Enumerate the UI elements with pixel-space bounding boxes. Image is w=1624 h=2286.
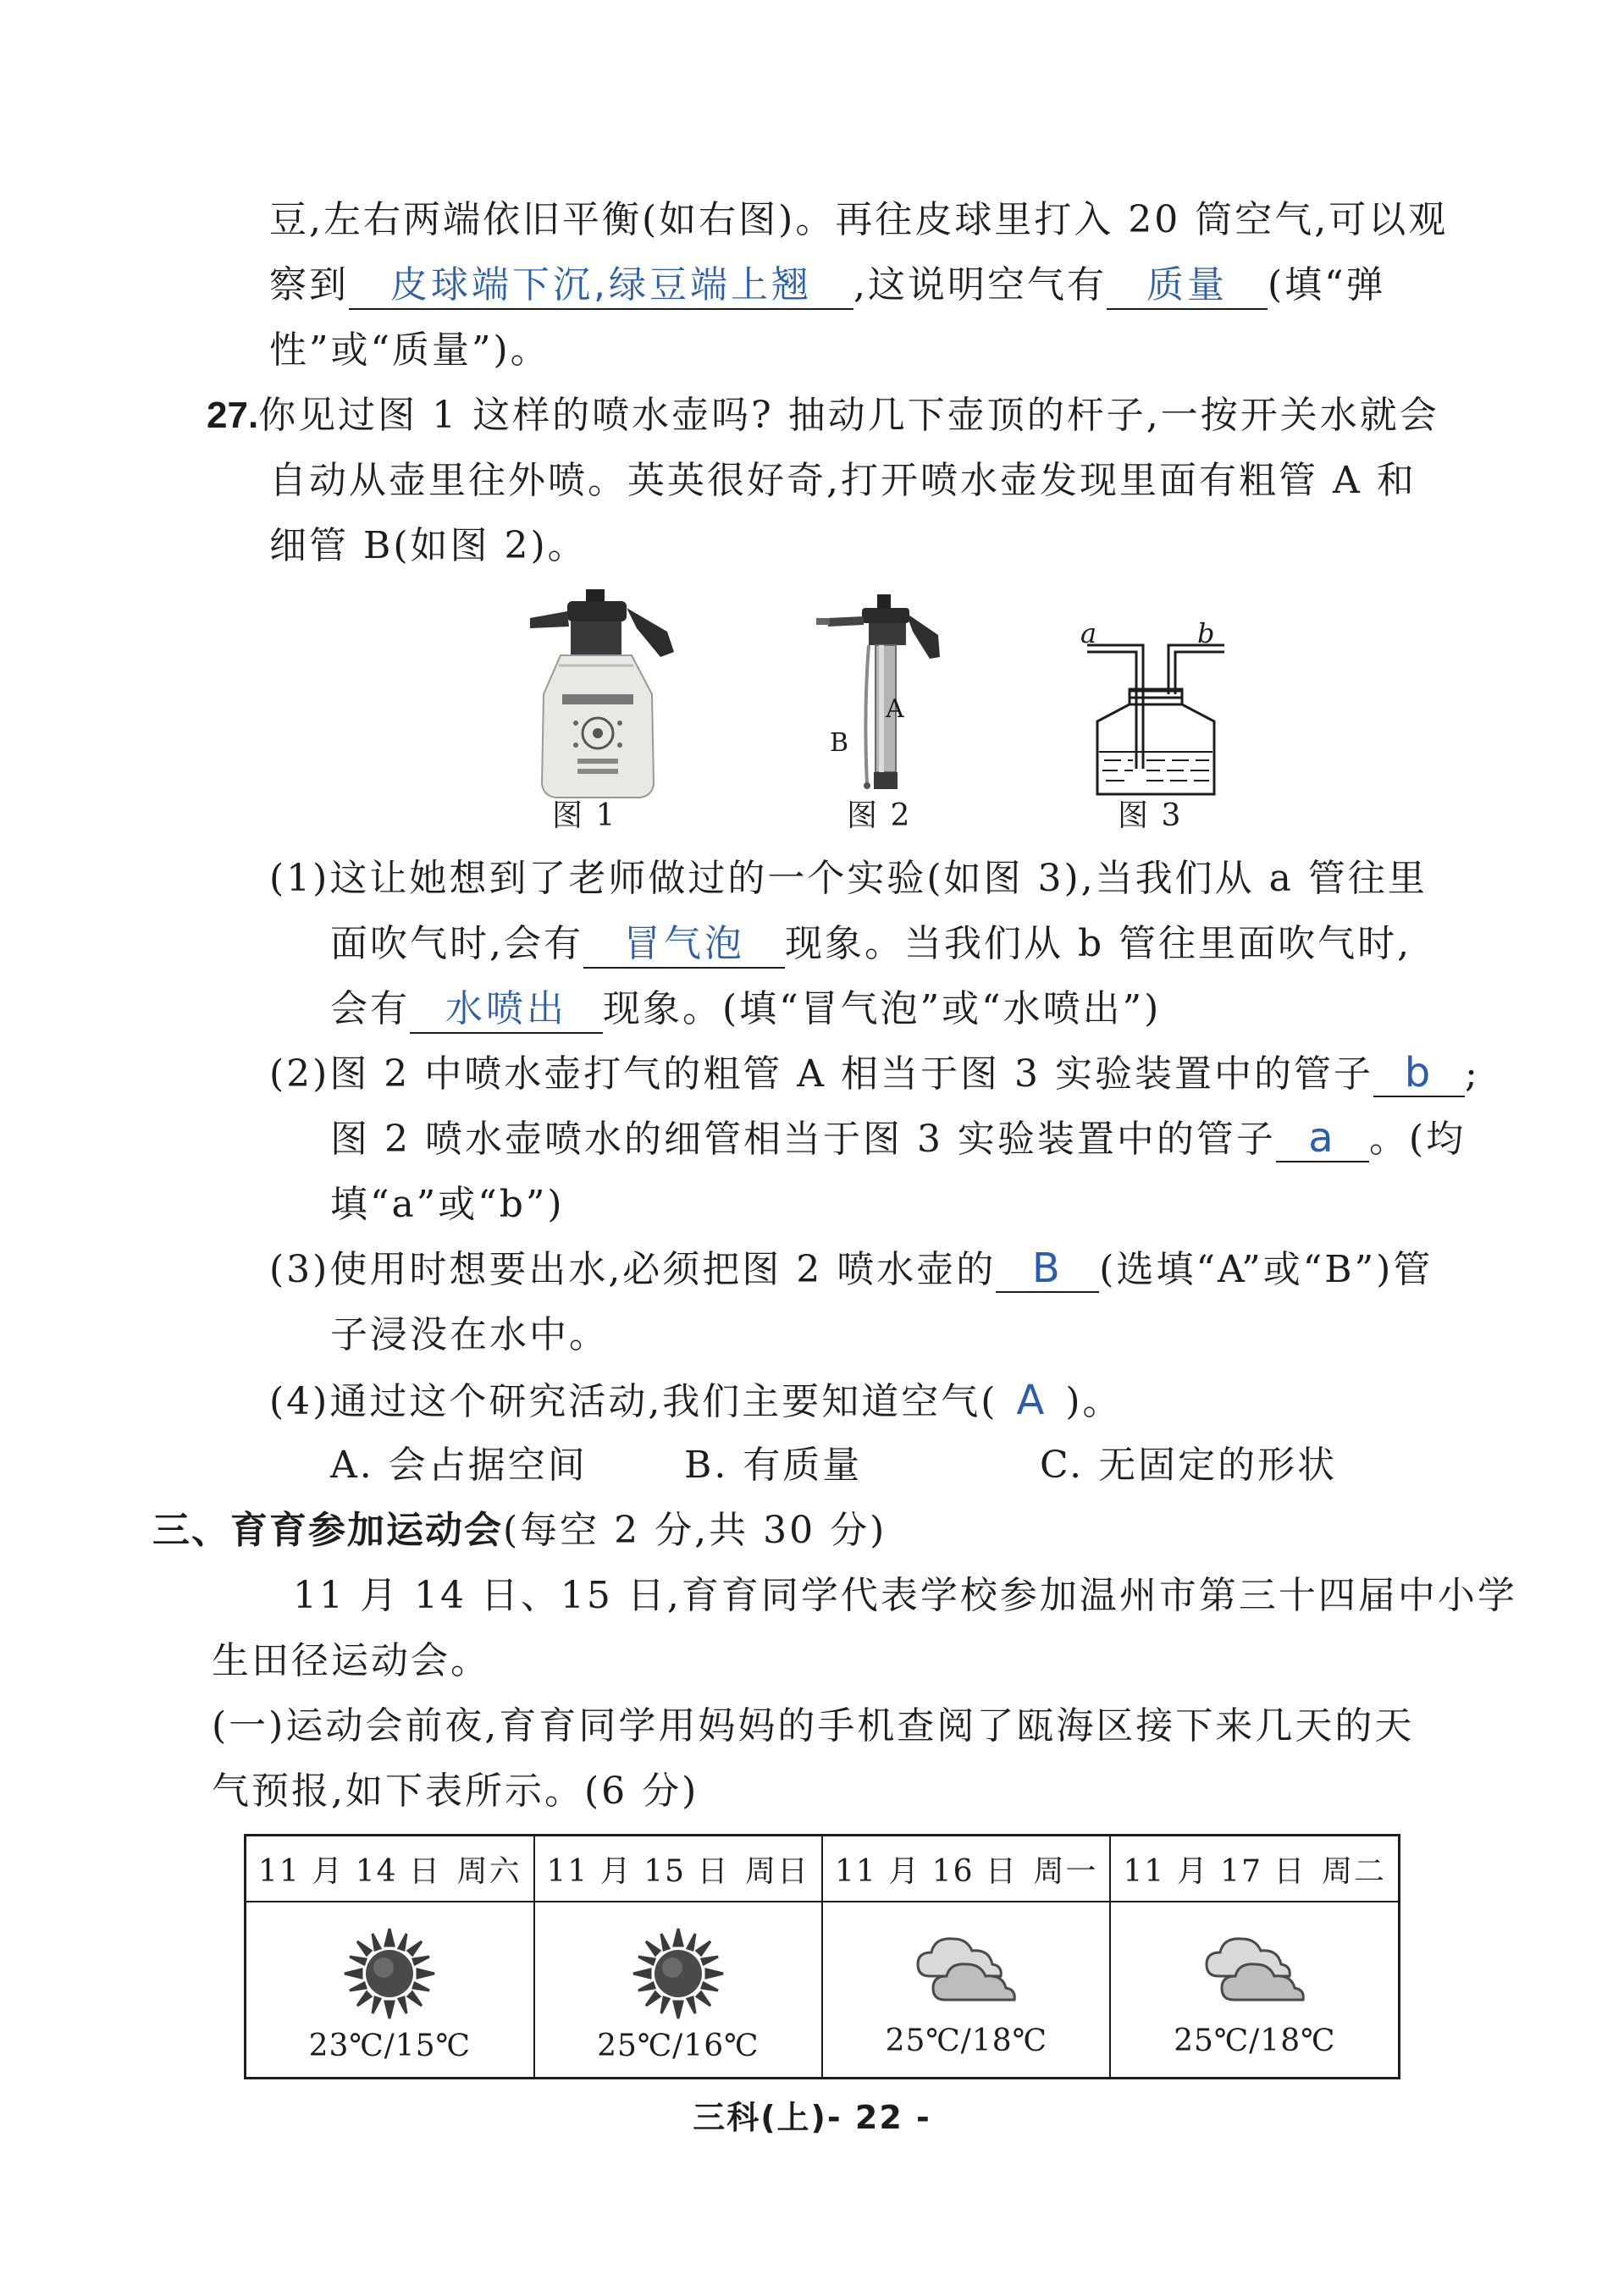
q27-p1-line3-b: 现象。(填“冒气泡”或“水喷出”) <box>603 987 1162 1030</box>
q27-p3-line1 <box>269 1245 1433 1295</box>
weather-temp: 25℃/16℃ <box>597 2028 760 2063</box>
weather-weekday: 周一 <box>1033 1853 1098 1889</box>
section3-heading <box>152 1505 887 1556</box>
weather-weekday: 周日 <box>744 1853 809 1889</box>
q27-p1-line3 <box>330 984 1161 1035</box>
q27-p2-line2-a: 图 2 喷水壶喷水的细管相当于图 3 实验装置中的管子 <box>330 1118 1276 1161</box>
q27-p4-answer: A <box>1016 1377 1047 1424</box>
q26-line2-c: (填“弹 <box>1268 263 1386 306</box>
weather-header-cell <box>1110 1836 1399 1902</box>
figure-1-spray-bottle <box>525 584 677 804</box>
page-footer: 三科(上)- 22 - <box>693 2099 931 2136</box>
q27-line3: 细管 B(如图 2)。 <box>269 524 588 567</box>
weather-header-cell <box>534 1836 822 1902</box>
section3-title: 三、育育参加运动会 <box>152 1509 503 1552</box>
q27-line1 <box>207 390 1439 441</box>
q27-p2-line1-b: ; <box>1465 1052 1480 1096</box>
figure-3-label-a: a <box>1080 617 1100 649</box>
q27-p4-line1 <box>269 1375 1123 1427</box>
figure-2-caption: 图 2 <box>847 798 912 833</box>
q26-line1: 豆,左右两端依旧平衡(如右图)。再往皮球里打入 20 筒空气,可以观 <box>269 198 1449 241</box>
sunny-icon <box>343 1927 436 2020</box>
weather-header-cell <box>822 1836 1110 1902</box>
q27-p4-line1-b: )。 <box>1065 1380 1123 1423</box>
q26-line3: 性”或“质量”)。 <box>269 329 550 372</box>
weather-date: 11 月 16 日 <box>834 1853 1018 1889</box>
figure-2-label-b: B <box>830 728 852 758</box>
cloudy-icon <box>1200 1932 1310 2008</box>
q26-answer-2: 质量 <box>1107 262 1268 310</box>
q27-p1-line2-b: 现象。当我们从 b 管往里面吹气时, <box>785 922 1412 965</box>
figure-3-caption: 图 3 <box>1118 798 1183 833</box>
weather-body-cell <box>534 1902 822 2079</box>
weather-body-cell <box>822 1902 1110 2079</box>
q27-p2-line3: 填“a”或“b”) <box>330 1183 565 1226</box>
weather-body-cell <box>1110 1902 1399 2079</box>
section3-part1-line1: (一)运动会前夜,育育同学用妈妈的手机查阅了瓯海区接下来几天的天 <box>212 1704 1415 1748</box>
q27-line1-text: 你见过图 1 这样的喷水壶吗? 抽动几下壶顶的杆子,一按开关水就会 <box>258 394 1439 437</box>
cloudy-icon <box>911 1932 1021 2008</box>
q27-p1-answer-2: 水喷出 <box>410 986 603 1034</box>
q27-p4-option-b: B. 有质量 <box>684 1444 863 1487</box>
q27-p4-option-c: C. 无固定的形状 <box>1040 1444 1338 1487</box>
q27-p3-answer: B <box>996 1245 1099 1293</box>
weather-temp: 23℃/15℃ <box>308 2028 471 2063</box>
q27-p4-option-a: A. 会占据空间 <box>330 1444 588 1487</box>
q27-p3-line2: 子浸没在水中。 <box>330 1313 609 1356</box>
q27-p1-line3-a: 会有 <box>330 987 410 1030</box>
q26-answer-1: 皮球端下沉,绿豆端上翘 <box>349 262 853 310</box>
figure-2-sprayer-tubes <box>813 593 948 804</box>
q26-line2-a: 察到 <box>269 263 349 306</box>
figure-2-label-a: A <box>886 694 907 724</box>
weather-body-cell <box>246 1902 534 2079</box>
q26-line2 <box>269 260 1386 311</box>
section3-part1-line2: 气预报,如下表所示。(6 分) <box>212 1770 699 1813</box>
section3-intro-line2: 生田径运动会。 <box>212 1639 490 1682</box>
q27-line2: 自动从壶里往外喷。英英很好奇,打开喷水壶发现里面有粗管 A 和 <box>269 459 1417 502</box>
section3-score: (每空 2 分,共 30 分) <box>503 1509 887 1552</box>
q27-p3-line1-b: (选填“A”或“B”)管 <box>1099 1248 1433 1291</box>
figure-1-caption: 图 1 <box>552 798 617 833</box>
q27-p1-line2-a: 面吹气时,会有 <box>330 922 583 965</box>
q27-p1-line1: (1)这让她想到了老师做过的一个实验(如图 3),当我们从 a 管往里 <box>269 857 1428 900</box>
q27-p3-line1-a: (3)使用时想要出水,必须把图 2 喷水壶的 <box>269 1248 997 1291</box>
weather-temp: 25℃/18℃ <box>1174 2023 1336 2058</box>
weather-date: 11 月 14 日 <box>258 1853 441 1889</box>
weather-weekday: 周二 <box>1321 1853 1386 1889</box>
weather-header-cell <box>246 1836 534 1902</box>
q27-p2-line1-a: (2)图 2 中喷水壶打气的粗管 A 相当于图 3 实验装置中的管子 <box>269 1052 1374 1096</box>
q27-p4-line1-a: (4)通过这个研究活动,我们主要知道空气( <box>269 1380 998 1423</box>
sunny-icon <box>632 1927 725 2020</box>
weather-table <box>244 1834 1400 2079</box>
q27-p2-answer-1: b <box>1373 1050 1465 1097</box>
q27-p1-answer-1: 冒气泡 <box>583 921 785 969</box>
weather-weekday: 周六 <box>456 1853 522 1889</box>
weather-temp: 25℃/18℃ <box>885 2023 1047 2058</box>
q27-p2-line2-b: 。(均 <box>1368 1118 1467 1161</box>
q27-p1-line2 <box>330 919 1411 969</box>
q26-line2-b: ,这说明空气有 <box>853 263 1107 306</box>
q27-p2-line2 <box>330 1114 1466 1165</box>
weather-date: 11 月 17 日 <box>1123 1853 1306 1889</box>
q27-p2-answer-2: a <box>1276 1115 1369 1162</box>
q27-number: 27. <box>207 395 259 436</box>
q27-p2-line1 <box>269 1049 1480 1100</box>
section3-intro-line1: 11 月 14 日、15 日,育育同学代表学校参加温州市第三十四届中小学 <box>293 1574 1517 1617</box>
figure-3-label-b: b <box>1197 617 1218 649</box>
weather-date: 11 月 15 日 <box>546 1853 730 1889</box>
